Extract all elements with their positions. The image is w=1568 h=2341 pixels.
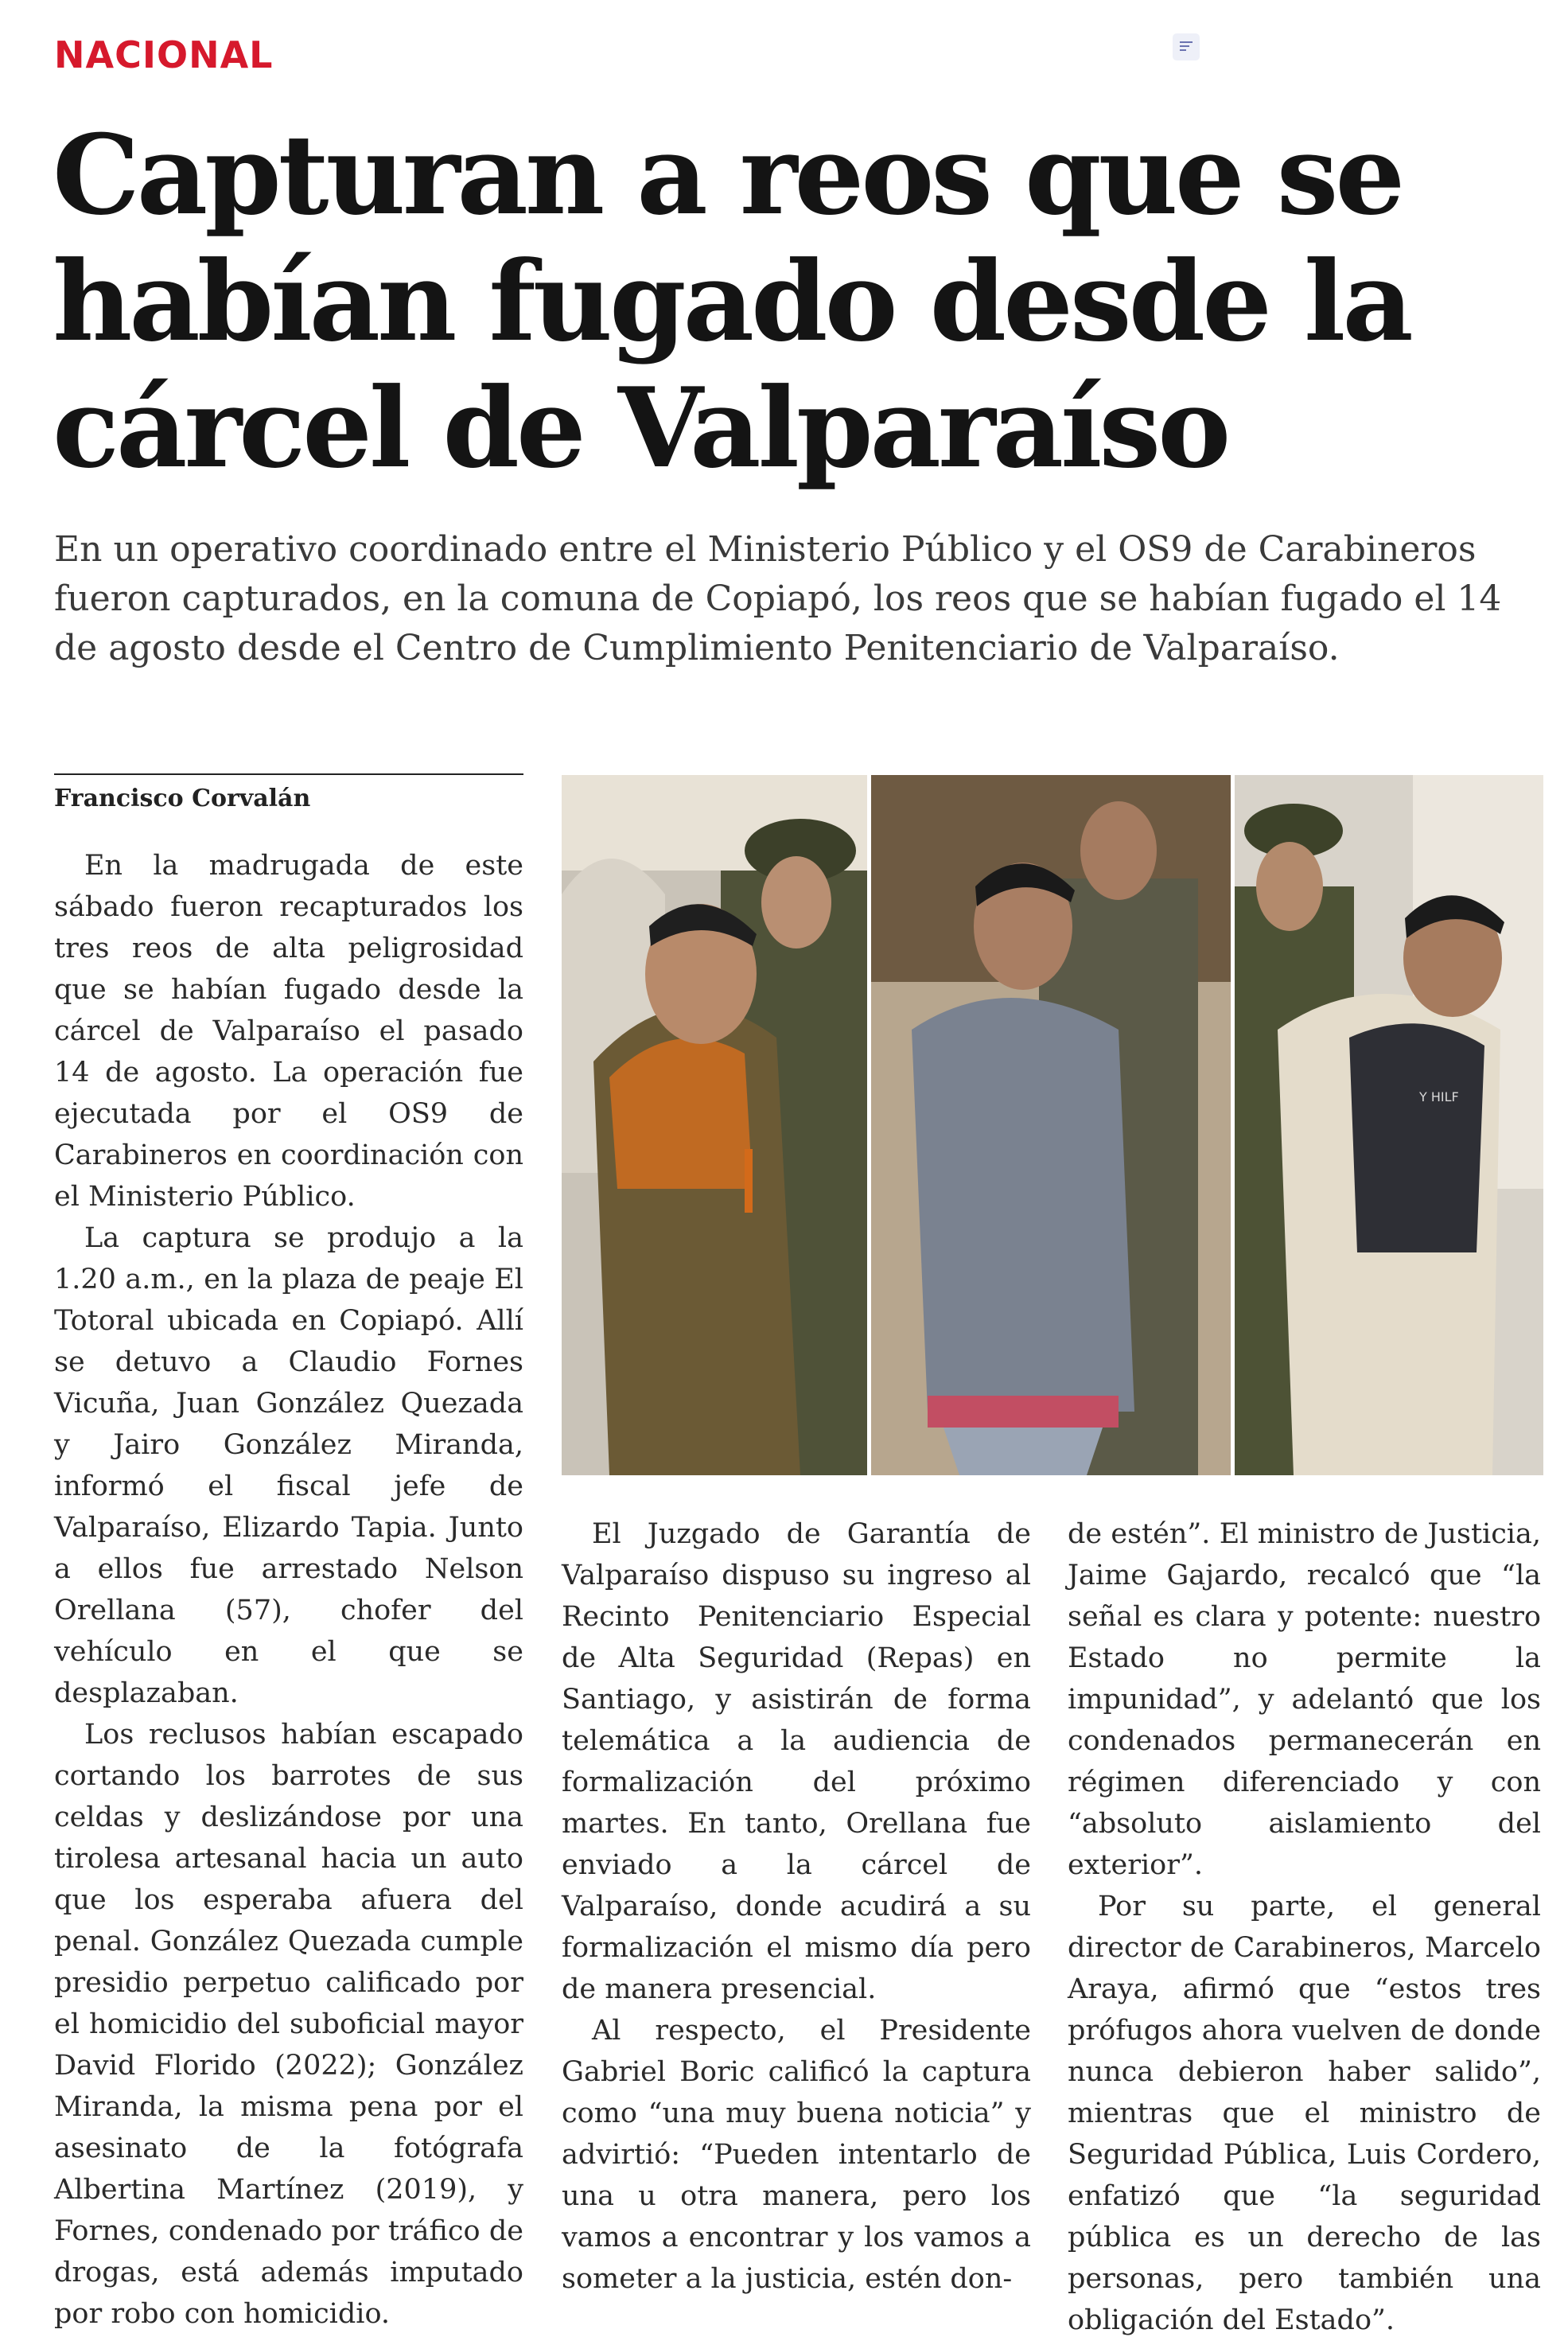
lede-line: de agosto desde el Centro de Cumplimiento Penitenciario de Valparaíso.	[54, 628, 1340, 668]
lede-line: En un operativo coordinado entre el Ministerio Público y el OS9 de Carabineros	[54, 529, 1477, 570]
news-photo	[562, 775, 1543, 1475]
paragraph: Por su parte, el general director de Carabineros, Marcelo Araya, afirmó que “estos tres prófugos ahora vuelven de donde nunca debieron haber salido”, mientras que el ministro de Seguridad Pública, Luis Cordero, enfatizó que “la seguridad pública es un derecho de las personas, pero también una obligación del Estado”.	[1068, 1891, 1541, 2336]
byline-divider	[54, 773, 523, 775]
headline-line: habían fugado desde la	[53, 236, 1410, 366]
paragraph: En la madrugada de este sábado fueron recapturados los tres reos de alta peligrosidad que se habían fugado desde la cárcel de Valparaíso el pasado 14 de agosto. La operación fue ejecutada por el OS9 de Carabineros en coordinación con el Ministerio Público.	[54, 850, 523, 1213]
paragraph: de estén”. El ministro de Justicia, Jaime Gajardo, recalcó que “la señal es clara y potente: nuestro Estado no permite la impunidad”, y adelantó que los condenados permanecerán en régimen diferenciado y con “absoluto aislamiento del exterior”.	[1068, 1518, 1541, 1881]
paragraph: Al respecto, el Presidente Gabriel Boric calificó la captura como “una muy buena noticia” y advirtió: “Pueden intentarlo de una u otra manera, pero los vamos a encontrar y los vamos a someter a la justicia, estén don-	[562, 2015, 1031, 2295]
byline: Francisco Corvalán	[54, 785, 311, 812]
article-column-1	[54, 845, 523, 2335]
photo-panel-left	[562, 775, 867, 1475]
photo-panel-right	[1235, 775, 1543, 1475]
note-icon[interactable]	[1173, 33, 1200, 60]
lede-line: fueron capturados, en la comuna de Copiapó, los reos que se habían fugado el 14	[54, 578, 1502, 619]
lede	[54, 525, 1550, 673]
paragraph: El Juzgado de Garantía de Valparaíso dispuso su ingreso al Recinto Penitenciario Especial de Alta Seguridad (Repas) en Santiago, y asistirán de forma telemática a la audiencia de formalización del próximo martes. En tanto, Orellana fue enviado a la cárcel de Valparaíso, donde acudirá a su formalización el mismo día pero de manera presencial.	[562, 1518, 1031, 2005]
photo-panel-middle	[871, 775, 1231, 1475]
headline	[53, 111, 1516, 491]
headline-line: Capturan a reos que se	[53, 110, 1403, 240]
headline-line: cárcel de Valparaíso	[53, 363, 1228, 493]
paragraph: Los reclusos habían escapado cortando los barrotes de sus celdas y deslizándose por una tirolesa artesanal hacia un auto que los esperaba afuera del penal. González Quezada cumple presidio perpetuo calificado por el homicidio del suboficial mayor David Florido (2022); González Miranda, la misma pena por el asesinato de la fotógrafa Albertina Martínez (2019), y Fornes, condenado por tráfico de drogas, está además imputado por robo con homicidio.	[54, 1719, 523, 2330]
article-column-2	[562, 1513, 1031, 2300]
section-label: NACIONAL	[54, 33, 274, 76]
article-column-3	[1068, 1513, 1541, 2341]
paragraph: La captura se produjo a la 1.20 a.m., en la plaza de peaje El Totoral ubicada en Copiapó. Allí se detuvo a Claudio Fornes Vicuña, Juan González Quezada y Jairo González Miranda, informó el fiscal jefe de Valparaíso, Elizardo Tapia. Junto a ellos fue arrestado Nelson Orellana (57), chofer del vehículo en el que se desplazaban.	[54, 1222, 523, 1709]
shirt-logo-text: Y HILF	[1419, 1089, 1459, 1104]
